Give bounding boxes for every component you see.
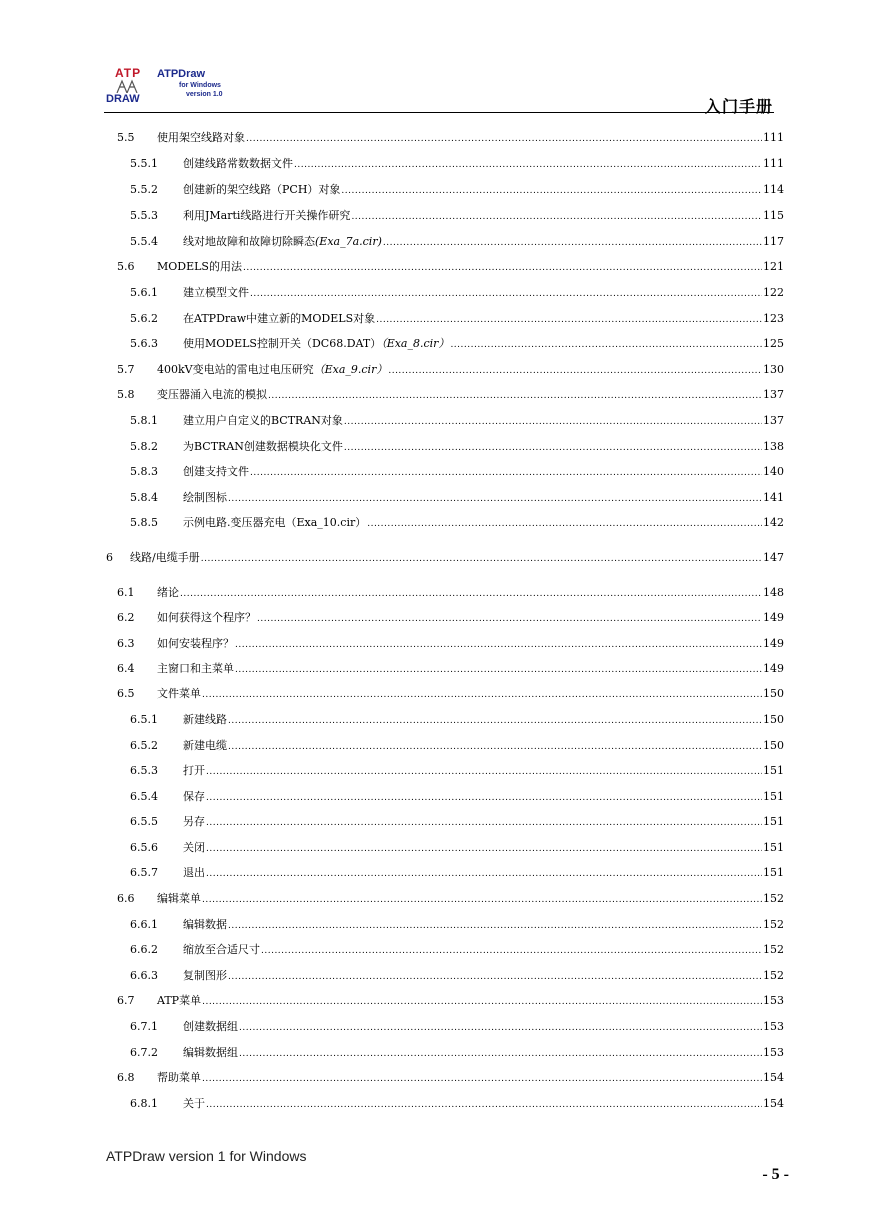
toc-title-text: 示例电路.变压器充电（Exa_10.cir） xyxy=(183,516,367,529)
toc-entry[interactable] xyxy=(117,994,784,1008)
toc-entry[interactable] xyxy=(130,235,784,249)
toc-entry[interactable] xyxy=(130,491,784,505)
toc-dot-leader xyxy=(202,688,762,702)
toc-title-text: 创建支持文件 xyxy=(183,465,249,478)
toc-section-number: 5.6.3 xyxy=(130,337,158,350)
toc-entry[interactable] xyxy=(130,943,784,957)
toc-entry[interactable] xyxy=(130,841,784,855)
toc-dot-leader xyxy=(250,466,762,480)
toc-title-text: 另存 xyxy=(183,815,205,828)
toc-dot-leader xyxy=(351,210,762,224)
toc-page-number: 140 xyxy=(763,465,784,478)
toc-page-number: 151 xyxy=(763,815,784,828)
manual-title: 入门手册 xyxy=(704,97,773,116)
logo-atp-text: ATP xyxy=(115,66,142,80)
toc-page-number: 151 xyxy=(763,866,784,879)
toc-page-number: 153 xyxy=(763,994,784,1007)
toc-title-text: 利用JMarti线路进行开关操作研究 xyxy=(183,209,351,222)
toc-section-title xyxy=(183,491,227,505)
toc-dot-leader xyxy=(235,638,762,652)
toc-section-title xyxy=(183,918,227,932)
toc-dot-leader xyxy=(344,415,762,429)
toc-section-number: 5.6.2 xyxy=(130,312,158,325)
toc-dot-leader xyxy=(383,236,762,250)
header-divider xyxy=(104,112,774,113)
toc-dot-leader xyxy=(341,184,762,198)
logo-version: version 1.0 xyxy=(186,91,223,98)
toc-section-title xyxy=(157,363,387,377)
toc-title-text: 创建数据组 xyxy=(183,1020,238,1033)
toc-title-text: 如何安装程序？ xyxy=(157,637,234,650)
toc-section-title xyxy=(157,662,234,676)
toc-dot-leader xyxy=(206,1098,762,1112)
toc-dot-leader xyxy=(202,995,762,1009)
toc-entry[interactable] xyxy=(130,1046,784,1060)
toc-dot-leader xyxy=(206,867,762,881)
toc-section-title xyxy=(183,1020,238,1034)
toc-section-number: 5.5.2 xyxy=(130,183,158,196)
toc-entry[interactable] xyxy=(130,337,784,351)
toc-title-text: 编辑菜单 xyxy=(157,892,201,905)
toc-section-title xyxy=(157,687,201,701)
toc-entry[interactable] xyxy=(130,286,784,300)
toc-section-title xyxy=(157,260,242,274)
toc-page-number: 149 xyxy=(763,611,784,624)
toc-section-number: 6.7.1 xyxy=(130,1020,158,1033)
toc-dot-leader xyxy=(206,816,762,830)
toc-page-number: 151 xyxy=(763,790,784,803)
toc-dot-leader xyxy=(228,970,762,984)
toc-dot-leader xyxy=(268,389,762,403)
toc-title-text: 关于 xyxy=(183,1097,205,1110)
toc-section-title xyxy=(183,440,343,454)
toc-section-title xyxy=(183,713,227,727)
toc-entry[interactable] xyxy=(117,1071,784,1085)
toc-title-text: 线对地故障和故障切除瞬态 xyxy=(183,235,315,248)
toc-section-number: 6.8 xyxy=(117,1071,135,1084)
toc-page-number: 123 xyxy=(763,312,784,325)
toc-section-title xyxy=(183,841,205,855)
toc-entry[interactable] xyxy=(130,713,784,727)
toc-section-number: 5.8.5 xyxy=(130,516,158,529)
toc-entry[interactable] xyxy=(117,892,784,906)
toc-section-title xyxy=(183,465,249,479)
toc-title-text: 在ATPDraw中建立新的MODELS对象 xyxy=(183,312,376,325)
toc-dot-leader xyxy=(376,313,762,327)
toc-dot-leader xyxy=(239,1021,762,1035)
toc-page-number: 148 xyxy=(763,586,784,599)
toc-section-title xyxy=(183,209,350,223)
toc-dot-leader xyxy=(235,663,762,677)
toc-page-number: 138 xyxy=(763,440,784,453)
toc-entry[interactable] xyxy=(130,157,784,171)
toc-dot-leader xyxy=(180,587,762,601)
toc-section-number: 5.8.2 xyxy=(130,440,158,453)
toc-section-title xyxy=(183,815,205,829)
toc-section-number: 6.2 xyxy=(117,611,135,624)
toc-section-title xyxy=(183,969,227,983)
toc-title-text: 复制图形 xyxy=(183,969,227,982)
toc-title-text: 创建线路常数数据文件 xyxy=(183,157,293,170)
toc-section-number: 6.5.3 xyxy=(130,764,158,777)
toc-entry[interactable] xyxy=(130,739,784,753)
toc-dot-leader xyxy=(206,842,762,856)
toc-dot-leader xyxy=(239,1047,762,1061)
toc-title-filename: （Exa_8.cir） xyxy=(381,337,450,350)
toc-page-number: 141 xyxy=(763,491,784,504)
toc-section-number: 5.5.3 xyxy=(130,209,158,222)
toc-title-text: 保存 xyxy=(183,790,205,803)
toc-title-text: 新建电缆 xyxy=(183,739,227,752)
toc-entry[interactable] xyxy=(130,1020,784,1034)
toc-entry[interactable] xyxy=(130,440,784,454)
toc-dot-leader xyxy=(228,492,762,506)
toc-page-number: 137 xyxy=(763,414,784,427)
toc-section-title xyxy=(183,337,449,351)
toc-dot-leader xyxy=(450,338,762,352)
logo-product-name: ATPDraw xyxy=(157,68,206,80)
toc-page-number: 152 xyxy=(763,892,784,905)
toc-dot-leader xyxy=(344,441,762,455)
toc-title-text: 使用架空线路对象 xyxy=(157,131,245,144)
toc-section-title xyxy=(183,235,382,249)
logo-platform: for Windows xyxy=(179,82,221,89)
toc-dot-leader xyxy=(228,714,762,728)
toc-section-number: 5.5 xyxy=(117,131,135,144)
toc-page-number: 152 xyxy=(763,943,784,956)
toc-section-number: 5.8.3 xyxy=(130,465,158,478)
toc-entry[interactable] xyxy=(130,1097,784,1111)
toc-section-number: 6.7.2 xyxy=(130,1046,158,1059)
toc-title-text: MODELS的用法 xyxy=(157,260,242,273)
toc-dot-leader xyxy=(250,287,762,301)
toc-dot-leader xyxy=(206,765,762,779)
toc-title-text: 使用MODELS控制开关（DC68.DAT） xyxy=(183,337,382,350)
toc-section-title xyxy=(157,388,267,402)
toc-section-title xyxy=(183,943,260,957)
toc-page-number: 125 xyxy=(763,337,784,350)
toc-entry[interactable] xyxy=(117,611,784,625)
toc-entry[interactable] xyxy=(117,662,784,676)
toc-section-title xyxy=(130,551,200,565)
toc-section-number: 6.7 xyxy=(117,994,135,1007)
toc-page-number: 121 xyxy=(763,260,784,273)
toc-section-title xyxy=(157,994,201,1008)
toc-section-title xyxy=(157,637,234,651)
toc-section-number: 6.5.1 xyxy=(130,713,158,726)
toc-entry[interactable] xyxy=(106,551,784,565)
toc-section-number: 6.5.4 xyxy=(130,790,158,803)
toc-section-number: 6.6.1 xyxy=(130,918,158,931)
toc-dot-leader xyxy=(228,919,762,933)
toc-entry[interactable] xyxy=(130,866,784,880)
toc-section-number: 5.5.4 xyxy=(130,235,158,248)
toc-section-title xyxy=(183,866,205,880)
toc-title-text: 400kV变电站的雷电过电压研究 xyxy=(157,363,314,376)
toc-section-title xyxy=(183,312,375,326)
page-number: - 5 - xyxy=(762,1166,789,1183)
toc-section-number: 5.6 xyxy=(117,260,135,273)
toc-section-number: 5.8.1 xyxy=(130,414,158,427)
toc-page-number: 153 xyxy=(763,1020,784,1033)
toc-section-number: 6.6.3 xyxy=(130,969,158,982)
toc-page-number: 115 xyxy=(763,209,784,222)
toc-page-number: 151 xyxy=(763,764,784,777)
toc-entry[interactable] xyxy=(130,969,784,983)
toc-page-number: 154 xyxy=(763,1071,784,1084)
toc-section-title xyxy=(157,611,256,625)
toc-section-number: 6.5.5 xyxy=(130,815,158,828)
toc-entry[interactable] xyxy=(130,209,784,223)
toc-section-number: 6.6.2 xyxy=(130,943,158,956)
toc-page-number: 150 xyxy=(763,687,784,700)
toc-page-number: 151 xyxy=(763,841,784,854)
toc-entry[interactable] xyxy=(130,312,784,326)
toc-page-number: 152 xyxy=(763,918,784,931)
toc-page-number: 154 xyxy=(763,1097,784,1110)
toc-page-number: 152 xyxy=(763,969,784,982)
toc-entry[interactable] xyxy=(117,260,784,274)
toc-title-text: ATP菜单 xyxy=(157,994,202,1007)
logo-draw-text: DRAW xyxy=(106,93,140,105)
toc-dot-leader xyxy=(201,552,762,566)
toc-entry[interactable] xyxy=(117,388,784,402)
toc-title-text: 编辑数据 xyxy=(183,918,227,931)
toc-title-text: 绘制图标 xyxy=(183,491,227,504)
toc-section-title xyxy=(183,790,205,804)
toc-page-number: 111 xyxy=(763,157,784,170)
toc-entry[interactable] xyxy=(130,815,784,829)
toc-page-number: 149 xyxy=(763,637,784,650)
toc-dot-leader xyxy=(243,261,762,275)
toc-section-title xyxy=(183,157,293,171)
toc-title-text: 文件菜单 xyxy=(157,687,201,700)
toc-section-number: 6.5 xyxy=(117,687,135,700)
toc-page-number: 122 xyxy=(763,286,784,299)
toc-dot-leader xyxy=(246,132,762,146)
toc-page-number: 147 xyxy=(763,551,784,564)
toc-page-number: 142 xyxy=(763,516,784,529)
toc-section-number: 6 xyxy=(106,551,113,564)
toc-title-text: 绪论 xyxy=(157,586,179,599)
toc-section-title xyxy=(183,1046,238,1060)
toc-entry[interactable] xyxy=(117,363,784,377)
toc-section-title xyxy=(183,516,366,530)
tower-icon xyxy=(114,79,140,93)
toc-page-number: 114 xyxy=(763,183,784,196)
toc-page-number: 149 xyxy=(763,662,784,675)
toc-entry[interactable] xyxy=(117,131,784,145)
toc-entry[interactable] xyxy=(130,764,784,778)
toc-section-title xyxy=(157,586,179,600)
toc-dot-leader xyxy=(367,517,762,531)
toc-page-number: 150 xyxy=(763,739,784,752)
toc-entry[interactable] xyxy=(117,637,784,651)
toc-section-title xyxy=(157,1071,201,1085)
toc-section-number: 6.1 xyxy=(117,586,135,599)
toc-dot-leader xyxy=(206,791,762,805)
toc-title-text: 编辑数据组 xyxy=(183,1046,238,1059)
toc-title-text: 创建新的架空线路（PCH）对象 xyxy=(183,183,341,196)
toc-entry[interactable] xyxy=(130,414,784,428)
toc-section-number: 5.8 xyxy=(117,388,135,401)
toc-entry[interactable] xyxy=(130,465,784,479)
toc-section-number: 5.7 xyxy=(117,363,135,376)
toc-entry[interactable] xyxy=(130,516,784,530)
toc-title-text: 帮助菜单 xyxy=(157,1071,201,1084)
toc-section-title xyxy=(183,1097,205,1111)
footer-product: ATPDraw version 1 for Windows xyxy=(106,1148,307,1164)
toc-section-title xyxy=(183,739,227,753)
toc-section-number: 6.5.2 xyxy=(130,739,158,752)
toc-title-text: 新建线路 xyxy=(183,713,227,726)
toc-title-text: 退出 xyxy=(183,866,205,879)
toc-dot-leader xyxy=(294,158,762,172)
toc-section-title xyxy=(157,131,245,145)
toc-page-number: 130 xyxy=(763,363,784,376)
toc-section-title xyxy=(183,286,249,300)
toc-section-number: 6.6 xyxy=(117,892,135,905)
atpdraw-logo xyxy=(105,64,245,110)
toc-section-title xyxy=(157,892,201,906)
toc-section-title xyxy=(183,764,205,778)
toc-section-title xyxy=(183,183,340,197)
toc-title-text: 变压器涌入电流的模拟 xyxy=(157,388,267,401)
toc-dot-leader xyxy=(202,1072,762,1086)
toc-title-filename: （Exa_9.cir） xyxy=(313,363,388,376)
toc-section-number: 6.8.1 xyxy=(130,1097,158,1110)
toc-section-number: 5.8.4 xyxy=(130,491,158,504)
toc-dot-leader xyxy=(388,364,762,378)
toc-title-text: 打开 xyxy=(183,764,205,777)
toc-entry[interactable] xyxy=(117,586,784,600)
toc-page-number: 137 xyxy=(763,388,784,401)
toc-dot-leader xyxy=(228,740,762,754)
toc-section-number: 6.4 xyxy=(117,662,135,675)
toc-title-text: 如何获得这个程序？ xyxy=(157,611,256,624)
toc-title-text: 为BCTRAN创建数据模块化文件 xyxy=(183,440,343,453)
toc-entry[interactable] xyxy=(130,790,784,804)
toc-section-number: 6.5.7 xyxy=(130,866,158,879)
toc-entry[interactable] xyxy=(130,183,784,197)
toc-title-text: 关闭 xyxy=(183,841,205,854)
toc-section-number: 5.5.1 xyxy=(130,157,158,170)
toc-title-text: 线路/电缆手册 xyxy=(130,551,200,564)
toc-page-number: 150 xyxy=(763,713,784,726)
toc-dot-leader xyxy=(257,612,762,626)
toc-section-number: 6.3 xyxy=(117,637,135,650)
toc-dot-leader xyxy=(261,944,762,958)
toc-dot-leader xyxy=(202,893,762,907)
toc-title-text: 缩放至合适尺寸 xyxy=(183,943,260,956)
toc-section-title xyxy=(183,414,343,428)
toc-page-number: 117 xyxy=(763,235,784,248)
toc-page-number: 111 xyxy=(763,131,784,144)
toc-page-number: 153 xyxy=(763,1046,784,1059)
toc-title-text: 主窗口和主菜单 xyxy=(157,662,234,675)
toc-section-number: 6.5.6 xyxy=(130,841,158,854)
toc-entry[interactable] xyxy=(130,918,784,932)
toc-title-text: 建立用户自定义的BCTRAN对象 xyxy=(183,414,343,427)
toc-title-filename: (Exa_7a.cir) xyxy=(315,235,382,248)
toc-entry[interactable] xyxy=(117,687,784,701)
toc-section-number: 5.6.1 xyxy=(130,286,158,299)
toc-title-text: 建立模型文件 xyxy=(183,286,249,299)
